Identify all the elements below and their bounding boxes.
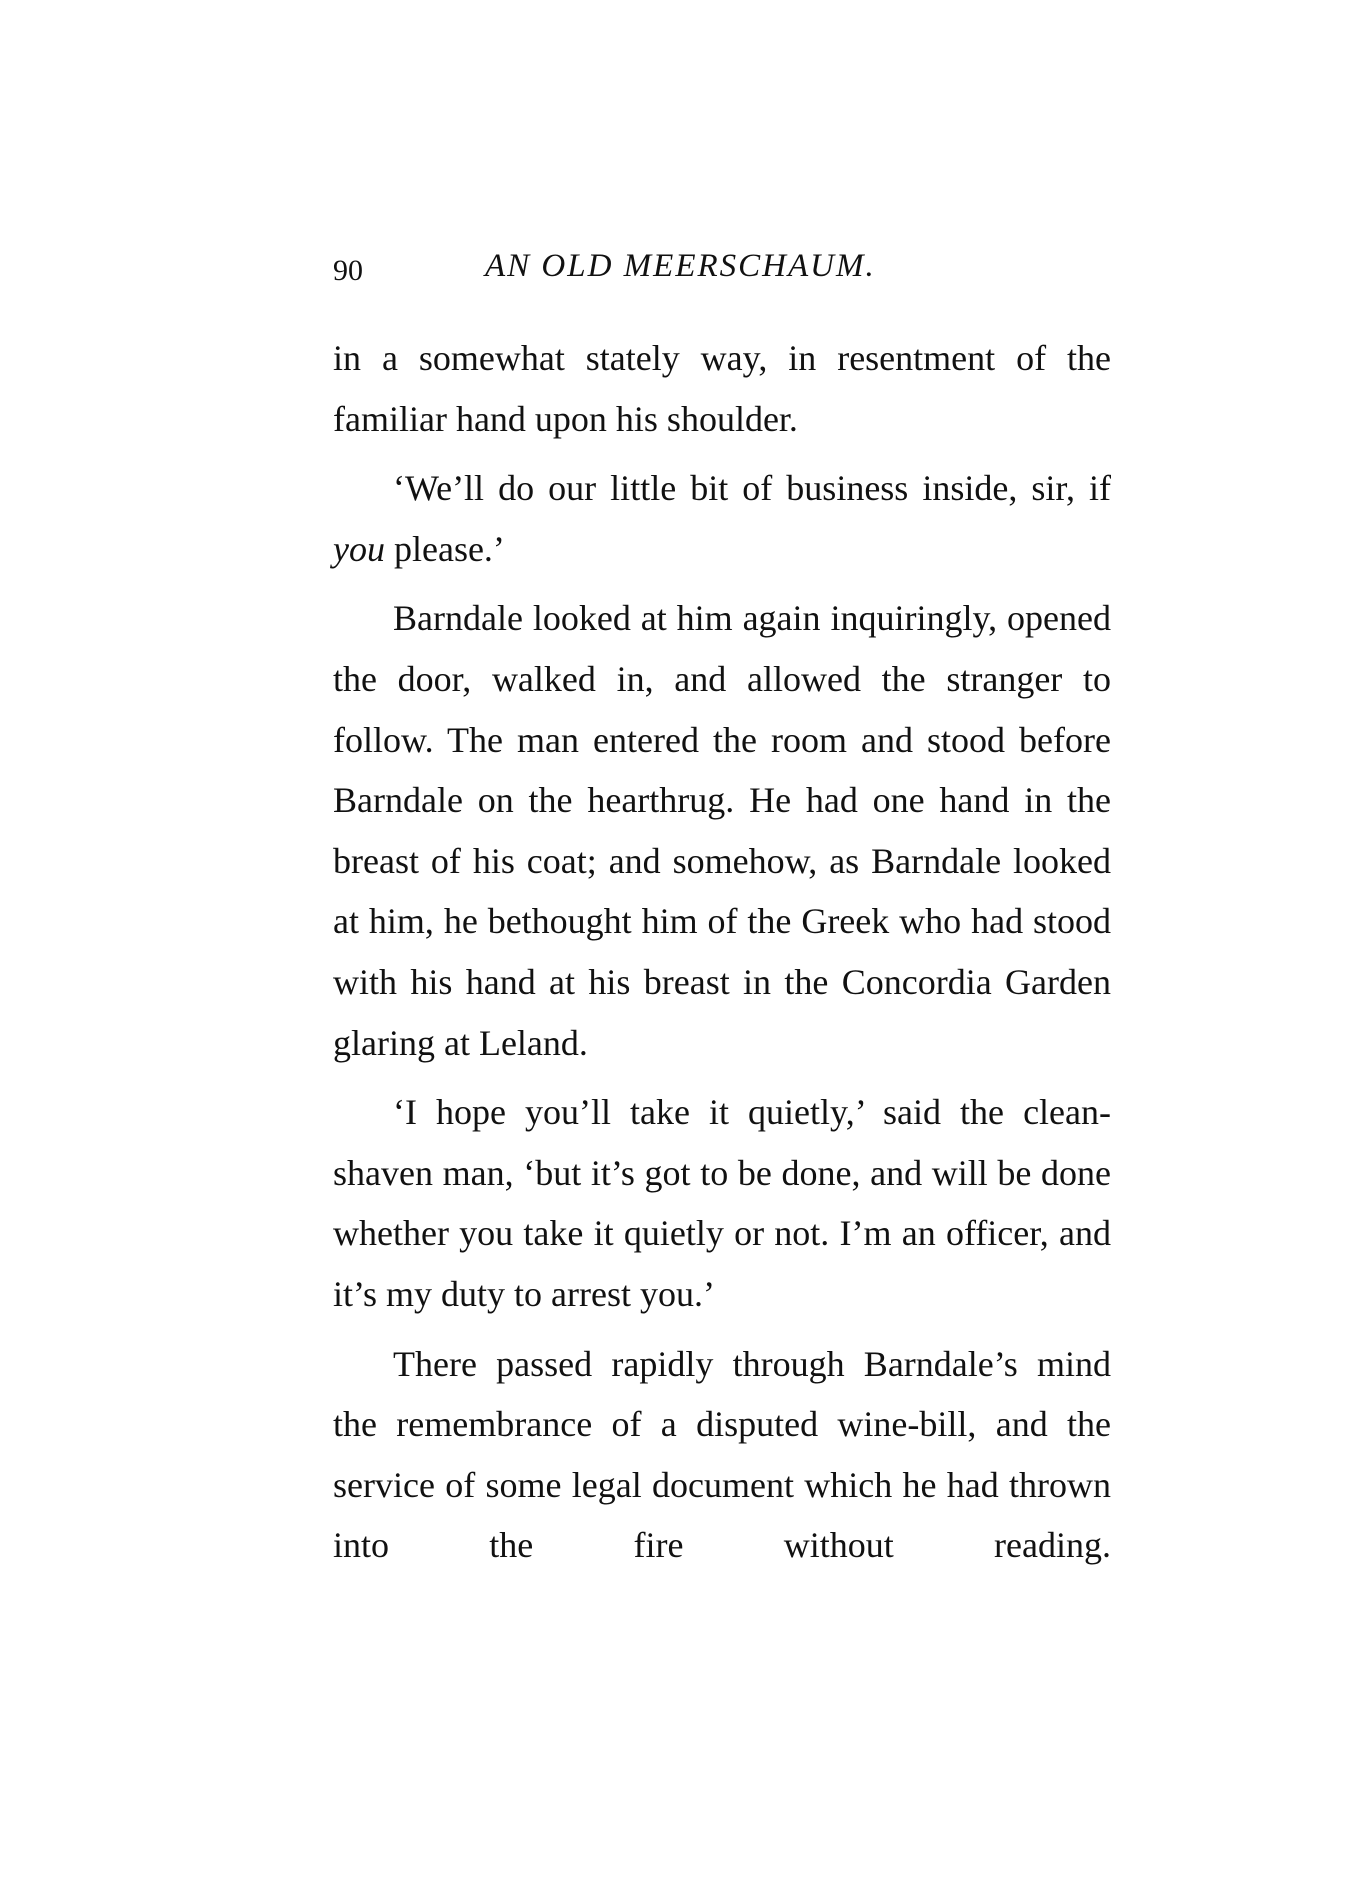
paragraph-text: ‘We’ll do our little bit of business inside, sir, if (393, 468, 1111, 509)
paragraph-text: There passed rapidly through Barndale’s mind the remembrance of a disputed wine-bill, and the service of some legal document which he had thrown into the fire without reading. (333, 1343, 1111, 1566)
paragraph-continuation (333, 328, 1111, 449)
paragraph-text: in a somewhat stately way, in resentment of the familiar hand upon his shoulder. (333, 338, 1111, 439)
paragraph-arrest (333, 1082, 1111, 1324)
italic-word: you (333, 528, 385, 569)
page-header (333, 248, 1111, 298)
paragraph-barndale-looked (333, 588, 1111, 1073)
page-number: 90 (333, 254, 363, 287)
running-title: AN OLD MEERSCHAUM. (485, 248, 876, 284)
paragraph-text: please.’ (384, 528, 505, 569)
paragraph-text: ‘I hope you’ll take it quietly,’ said the clean-shaven man, ‘but it’s got to be done, and will be done whether you take it quietly or not. I’m an officer, and it’s my duty to arrest you.’ (333, 1092, 1111, 1314)
body-text (333, 328, 1111, 1576)
paragraph-remembrance (333, 1334, 1111, 1576)
paragraph-dialogue-inside (333, 458, 1111, 579)
paragraph-text: Barndale looked at him again inquiringly, opened the door, walked in, and allowed the stranger to follow. The man entered the room and stood before Barndale on the hearthrug. He had one hand in the breast of his coat; and somehow, as Barndale looked at him, he bethought him of the Greek who had stood with his hand at his breast in the Concordia Garden glaring at Leland. (333, 598, 1111, 1063)
